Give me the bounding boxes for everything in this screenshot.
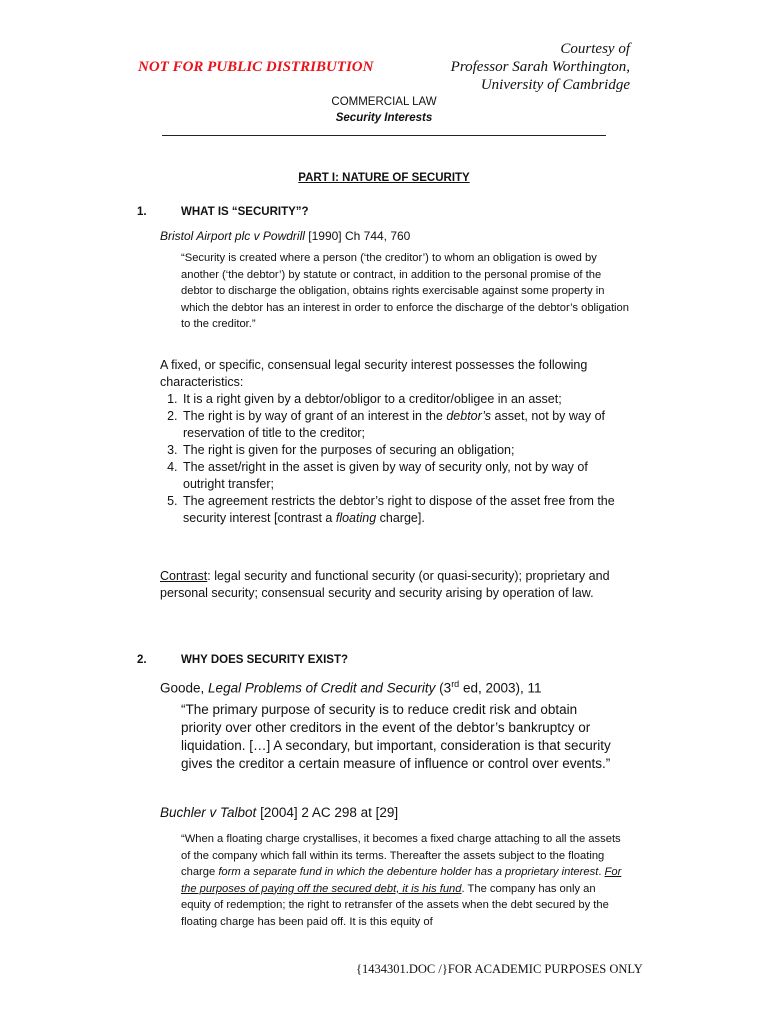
courtesy-line-2: Professor Sarah Worthington,: [450, 59, 630, 75]
section-2-title: WHY DOES SECURITY EXIST?: [181, 654, 348, 666]
contrast-text: : legal security and functional security (or quasi-security); proprietary and personal security; consensual security and security arising by operation of law.: [160, 569, 610, 600]
distribution-notice: NOT FOR PUBLIC DISTRIBUTION: [138, 59, 374, 75]
case-citation: [2004] 2 AC 298 at [29]: [256, 805, 399, 820]
courtesy-line-1: Courtesy of: [560, 41, 630, 57]
courtesy-block: [440, 40, 630, 94]
goode-quote: “The primary purpose of security is to reduce credit risk and obtain priority over other creditors in the event of the debtor’s bankruptcy or liquidation. […] A secondary, but important, consideration is that security gives the creditor a certain measure of influence or control over events.”: [181, 702, 611, 771]
case-reference-bristol: [160, 228, 410, 245]
section-1-number: 1.: [137, 206, 147, 218]
case-name: Buchler v Talbot: [160, 805, 257, 820]
document-title: [0, 94, 768, 126]
list-item: 2. The right is by way of grant of an interest in the debtor’s asset, not by way of reservation of title to the creditor;: [181, 408, 630, 442]
characteristics-block: [160, 357, 630, 527]
case-name: Bristol Airport plc v Powdrill: [160, 229, 305, 243]
section-2-number: 2.: [137, 654, 147, 666]
goode-book-title: Legal Problems of Credit and Security: [208, 680, 436, 696]
list-item: 1. It is a right given by a debtor/obligor to a creditor/obligee in an asset;: [181, 391, 630, 408]
title-divider: [162, 135, 606, 136]
case-reference-buchler: [160, 804, 398, 822]
list-item: 5. The agreement restricts the debtor’s right to dispose of the asset free from the security interest [contrast a floating charge].: [181, 493, 630, 527]
bristol-quote: “Security is created where a person (‘the creditor’) to whom an obligation is owed by another (‘the debtor’) by statute or contract, in addition to the personal promise of the debtor to discharge the obligation, obtains rights exercisable against some property in which the debtor has an interest in order to enforce the discharge of the debtor’s obligation to the creditor.”: [181, 252, 629, 330]
course-title: COMMERCIAL LAW: [331, 96, 437, 108]
page-footer: {1434301.DOC /}FOR ACADEMIC PURPOSES ONLY: [356, 962, 643, 976]
case-citation: [1990] Ch 744, 760: [304, 229, 411, 243]
section-1-title: WHAT IS “SECURITY”?: [181, 206, 309, 218]
characteristics-intro: A fixed, or specific, consensual legal security interest possesses the following characteristics:: [160, 358, 588, 389]
courtesy-line-3: University of Cambridge: [480, 77, 630, 93]
list-item: 4. The asset/right in the asset is given by way of security only, not by way of outright transfer;: [181, 459, 630, 493]
list-item: 3. The right is given for the purposes of securing an obligation;: [181, 442, 630, 459]
topic-subtitle: Security Interests: [335, 112, 433, 124]
contrast-paragraph: [160, 568, 630, 602]
goode-reference: Goode, Legal Problems of Credit and Security (3rd ed, 2003), 11: [160, 679, 542, 696]
characteristics-list: [160, 391, 630, 527]
contrast-label: Contrast: [160, 569, 208, 583]
buchler-quote: “When a floating charge crystallises, it becomes a fixed charge attaching to all the assets of the company which fall within its terms. Thereafter the assets subject to the floating charge form a separate fund in which the debenture holder has a proprietary interest. For the purposes of paying off the secured debt, it is his fund. The company has only an equity of redemption; the right to retransfer of the assets when the debt secured by the floating charge has been paid off. It is this equity of: [181, 833, 622, 928]
part-heading: PART I: NATURE OF SECURITY: [298, 172, 470, 184]
